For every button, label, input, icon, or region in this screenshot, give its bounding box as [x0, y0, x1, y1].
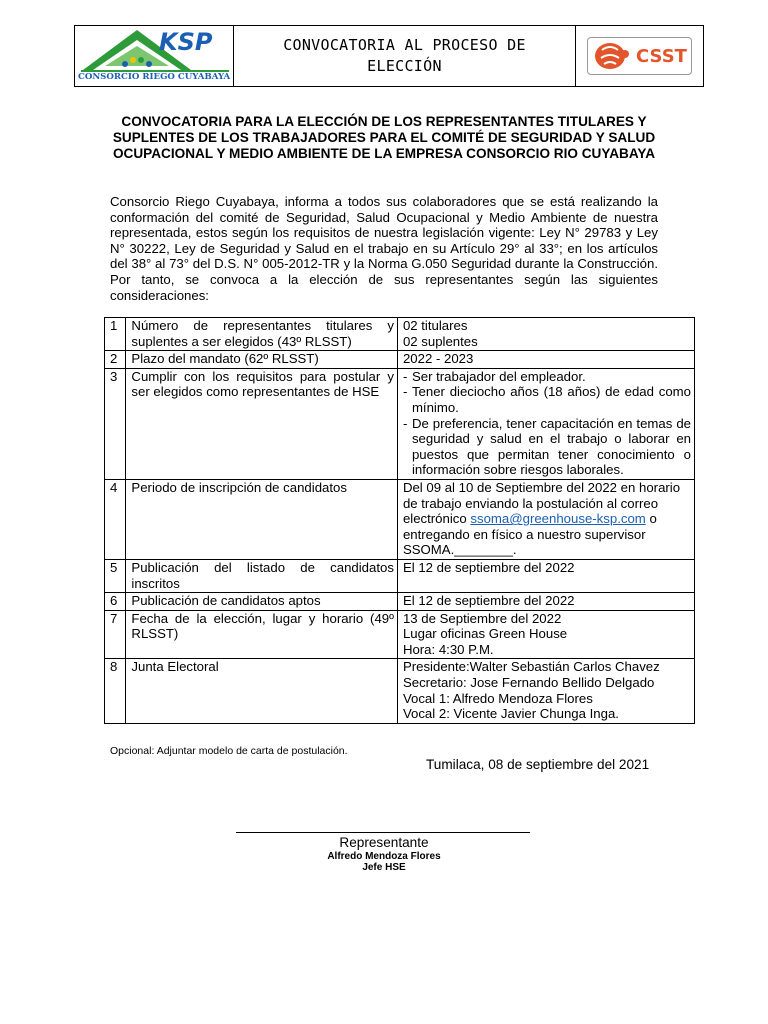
row-value	[397, 351, 694, 369]
requirement-bullet	[403, 384, 691, 415]
ksp-brand-text: KSP	[159, 28, 213, 56]
dash-bullet-icon: -	[402, 415, 408, 431]
value-line: Presidente:Walter Sebastián Carlos Chavez	[402, 659, 660, 675]
value-line: 2022 - 2023	[402, 351, 474, 367]
dash-bullet-icon: -	[402, 368, 408, 384]
inscription-text	[403, 480, 691, 558]
row-requirement: Publicación del listado de candidatos inscritos	[126, 559, 398, 592]
table-row	[105, 659, 695, 723]
row-number: 8	[105, 659, 126, 723]
row-requirement: Plazo del mandato (62º RLSST)	[126, 351, 398, 369]
requirements-table	[104, 317, 695, 724]
table-row	[105, 593, 695, 611]
table-row	[105, 479, 695, 559]
table-row	[105, 318, 695, 351]
csst-emblem-icon	[592, 40, 632, 72]
requirement-bullet	[403, 369, 691, 385]
csst-brand-text: CSST	[636, 45, 687, 67]
row-number: 3	[105, 368, 126, 479]
value-line: Vocal 1: Alfredo Mendoza Flores	[402, 690, 593, 706]
row-value	[397, 593, 694, 611]
bullet-text: Tener dieciocho años (18 años) de edad como mínimo.	[411, 384, 691, 415]
email-link[interactable]: ssoma@greenhouse-ksp.com	[470, 511, 646, 527]
row-value	[397, 479, 694, 559]
bullet-text: De preferencia, tener capacitación en temas de seguridad y salud en el trabajo o laborar en puestos que permitan tener conocimiento o información sobre riesgos laborales.	[411, 415, 691, 478]
intro-paragraph: Consorcio Riego Cuyabaya, informa a todos sus colaboradores que se está realizando la conformación del comité de Seguridad, Salud Ocupacional y Medio Ambiente de nuestra representada, estos según los requisitos de nuestra legislación vigente: Ley N° 29783 y Ley N° 30222, Ley de Seguridad y Salud en el trabajo en su Artículo 29° al 33°; en los artículos del 38° al 73° del D.S. N° 005-2012-TR y la Norma G.050 Seguridad durante la Construcción. Por tanto, se convoca a la elección de sus representantes según las siguientes consideraciones:	[110, 194, 658, 303]
value-line: Vocal 2: Vicente Javier Chunga Inga.	[402, 706, 619, 722]
table-row	[105, 610, 695, 659]
value-line: Hora: 4:30 P.M.	[402, 641, 494, 657]
row-number: 2	[105, 351, 126, 369]
value-line: Secretario: Jose Fernando Bellido Delgado	[402, 675, 655, 691]
value-line: El 12 de septiembre del 2022	[402, 559, 575, 575]
document-header	[74, 25, 704, 87]
row-number: 1	[105, 318, 126, 351]
signature-role: Representante	[339, 835, 429, 850]
row-requirement: Fecha de la elección, lugar y horario (49º RLSST)	[126, 610, 398, 659]
signatory-name: Alfredo Mendoza Flores	[327, 851, 441, 862]
requirement-bullet	[403, 416, 691, 478]
row-number: 4	[105, 479, 126, 559]
row-number: 5	[105, 559, 126, 592]
value-line: 02 titulares	[402, 318, 468, 333]
header-title-line2: ELECCIÓN	[367, 57, 442, 75]
row-number: 7	[105, 610, 126, 659]
signature-block	[236, 851, 532, 873]
value-line: El 12 de septiembre del 2022	[402, 593, 575, 609]
table-row	[105, 351, 695, 369]
optional-note: Opcional: Adjuntar modelo de carta de postulación.	[110, 745, 348, 757]
header-title-line1: CONVOCATORIA AL PROCESO DE	[283, 36, 526, 54]
row-requirement: Periodo de inscripción de candidatos	[126, 479, 398, 559]
signature-line	[236, 832, 530, 833]
place-date: Tumilaca, 08 de septiembre del 2021	[426, 757, 650, 772]
document-heading: CONVOCATORIA PARA LA ELECCIÓN DE LOS REPRESENTANTES TITULARES Y SUPLENTES DE LOS TRABAJADORES PARA EL COMITÉ DE SEGURIDAD Y SALUD OCUPACIONAL Y MEDIO AMBIENTE DE LA EMPRESA CONSORCIO RIO CUYABAYA	[112, 114, 656, 161]
row-requirement: Publicación de candidatos aptos	[126, 593, 398, 611]
row-number: 6	[105, 593, 126, 611]
row-requirement: Número de representantes titulares y suplentes a ser elegidos (43º RLSST)	[126, 318, 398, 351]
header-title	[234, 26, 576, 86]
signatory-position: Jefe HSE	[362, 862, 406, 873]
ksp-logo	[75, 26, 234, 86]
row-requirement: Cumplir con los requisitos para postular y ser elegidos como representantes de HSE	[126, 368, 398, 479]
row-value	[397, 659, 694, 723]
value-line: Lugar oficinas Green House	[402, 626, 568, 642]
row-value	[397, 559, 694, 592]
csst-logo	[576, 26, 703, 86]
row-value	[397, 610, 694, 659]
row-requirement: Junta Electoral	[126, 659, 398, 723]
bullet-text: Ser trabajador del empleador.	[411, 368, 586, 384]
row-value	[397, 368, 694, 479]
inscription-post: o entregando en físico a nuestro supervisor SSOMA.________.	[402, 511, 657, 558]
value-line: 02 suplentes	[402, 333, 478, 349]
dash-bullet-icon: -	[402, 384, 408, 400]
inscription-pre: Del 09 al 10 de Septiembre del 2022 en horario de trabajo enviando la postulación al correo electrónico	[402, 479, 681, 527]
row-value	[397, 318, 694, 351]
ksp-subtitle: CONSORCIO RIEGO CUYABAYA	[78, 72, 231, 82]
table-row	[105, 368, 695, 479]
table-row	[105, 559, 695, 592]
value-line: 13 de Septiembre del 2022	[402, 610, 562, 626]
